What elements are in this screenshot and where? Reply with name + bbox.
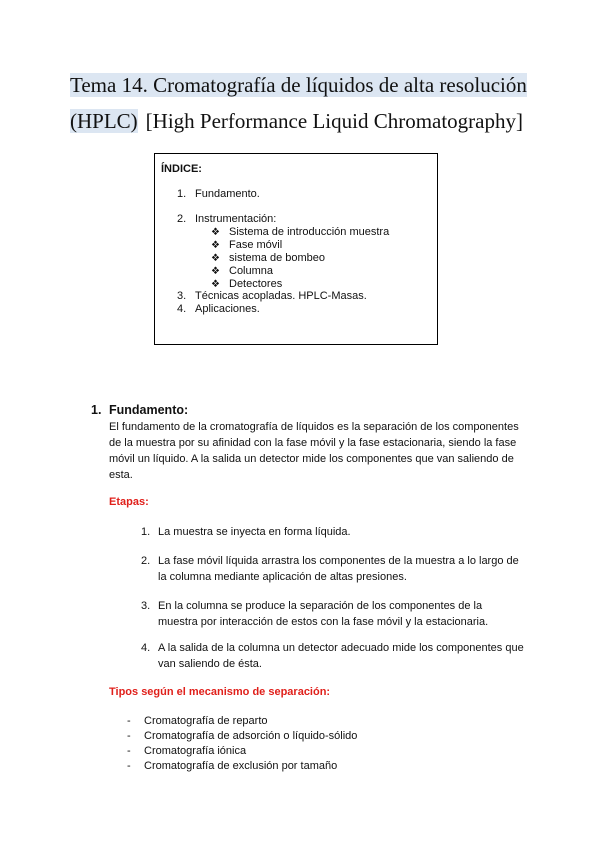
index-item-number: 2. xyxy=(177,213,187,225)
step-text: A la salida de la columna un detector adecuado mide los componentes que xyxy=(158,642,524,654)
paragraph-line: móvil un líquido. A la salida un detector mide los componentes que van saliendo de xyxy=(109,453,514,465)
dash-bullet-icon: - xyxy=(127,715,131,727)
index-subitem xyxy=(211,226,389,238)
title-line-1: Tema 14. Cromatografía de líquidos de alta resolución xyxy=(70,73,527,97)
etapas-label: Etapas: xyxy=(109,496,149,508)
diamond-bullet-icon: ❖ xyxy=(211,253,220,264)
tipos-label: Tipos según el mecanismo de separación: xyxy=(109,686,331,698)
index-subitem-label: Detectores xyxy=(229,278,283,290)
index-subitem-label: Fase móvil xyxy=(229,239,283,251)
step-text: La fase móvil líquida arrastra los componentes de la muestra a lo largo de xyxy=(158,555,519,567)
diamond-bullet-icon: ❖ xyxy=(211,227,220,238)
index-item-number: 1. xyxy=(177,188,187,200)
tipo-label: Cromatografía iónica xyxy=(144,745,247,757)
step-text: muestra por interacción de estos con la fase móvil y la estacionaria. xyxy=(158,616,489,628)
page-subtitle xyxy=(70,108,523,134)
index-item-label: Aplicaciones. xyxy=(195,303,260,315)
index-subitem xyxy=(211,252,325,264)
index-item-label: Fundamento. xyxy=(195,188,260,200)
section-heading xyxy=(91,403,188,417)
step-text: la columna mediante aplicación de altas presiones. xyxy=(158,571,407,583)
tipo-label: Cromatografía de reparto xyxy=(144,715,268,727)
title-abbreviation: (HPLC) xyxy=(70,109,138,133)
diamond-bullet-icon: ❖ xyxy=(211,279,220,290)
index-item-label: Técnicas acopladas. HPLC-Masas. xyxy=(195,290,367,302)
page-title xyxy=(70,72,527,98)
section-number: 1. xyxy=(91,403,102,417)
step-number: 4. xyxy=(141,642,151,654)
title-english: [High Performance Liquid Chromatography] xyxy=(145,109,523,133)
index-item-number: 3. xyxy=(177,290,187,302)
step-text: La muestra se inyecta en forma líquida. xyxy=(158,526,351,538)
section-title-text: Fundamento: xyxy=(109,403,189,417)
index-box xyxy=(154,153,438,345)
step-number: 3. xyxy=(141,600,151,612)
step-text: van saliendo de ésta. xyxy=(158,658,262,670)
index-heading: ÍNDICE: xyxy=(161,163,202,175)
index-subitem xyxy=(211,278,282,290)
dash-bullet-icon: - xyxy=(127,760,131,772)
step-number: 2. xyxy=(141,555,151,567)
paragraph-line: esta. xyxy=(109,469,133,481)
step-text: En la columna se produce la separación de los componentes de la xyxy=(158,600,483,612)
paragraph-line: El fundamento de la cromatografía de líquidos es la separación de los componentes xyxy=(109,421,519,433)
index-item-label: Instrumentación: xyxy=(195,213,277,225)
index-subitem-label: sistema de bombeo xyxy=(229,252,325,264)
index-subitem-label: Columna xyxy=(229,265,274,277)
tipo-label: Cromatografía de exclusión por tamaño xyxy=(144,760,338,772)
index-item-number: 4. xyxy=(177,303,187,315)
tipo-label: Cromatografía de adsorción o líquido-sólido xyxy=(144,730,358,742)
diamond-bullet-icon: ❖ xyxy=(211,266,220,277)
index-subitem xyxy=(211,265,273,277)
index-subitem-label: Sistema de introducción muestra xyxy=(229,226,390,238)
step-number: 1. xyxy=(141,526,151,538)
dash-bullet-icon: - xyxy=(127,745,131,757)
index-subitem xyxy=(211,239,282,251)
dash-bullet-icon: - xyxy=(127,730,131,742)
diamond-bullet-icon: ❖ xyxy=(211,240,220,251)
paragraph-line: de la muestra por su afinidad con la fase móvil y la fase estacionaria, siendo la fase xyxy=(109,437,517,449)
